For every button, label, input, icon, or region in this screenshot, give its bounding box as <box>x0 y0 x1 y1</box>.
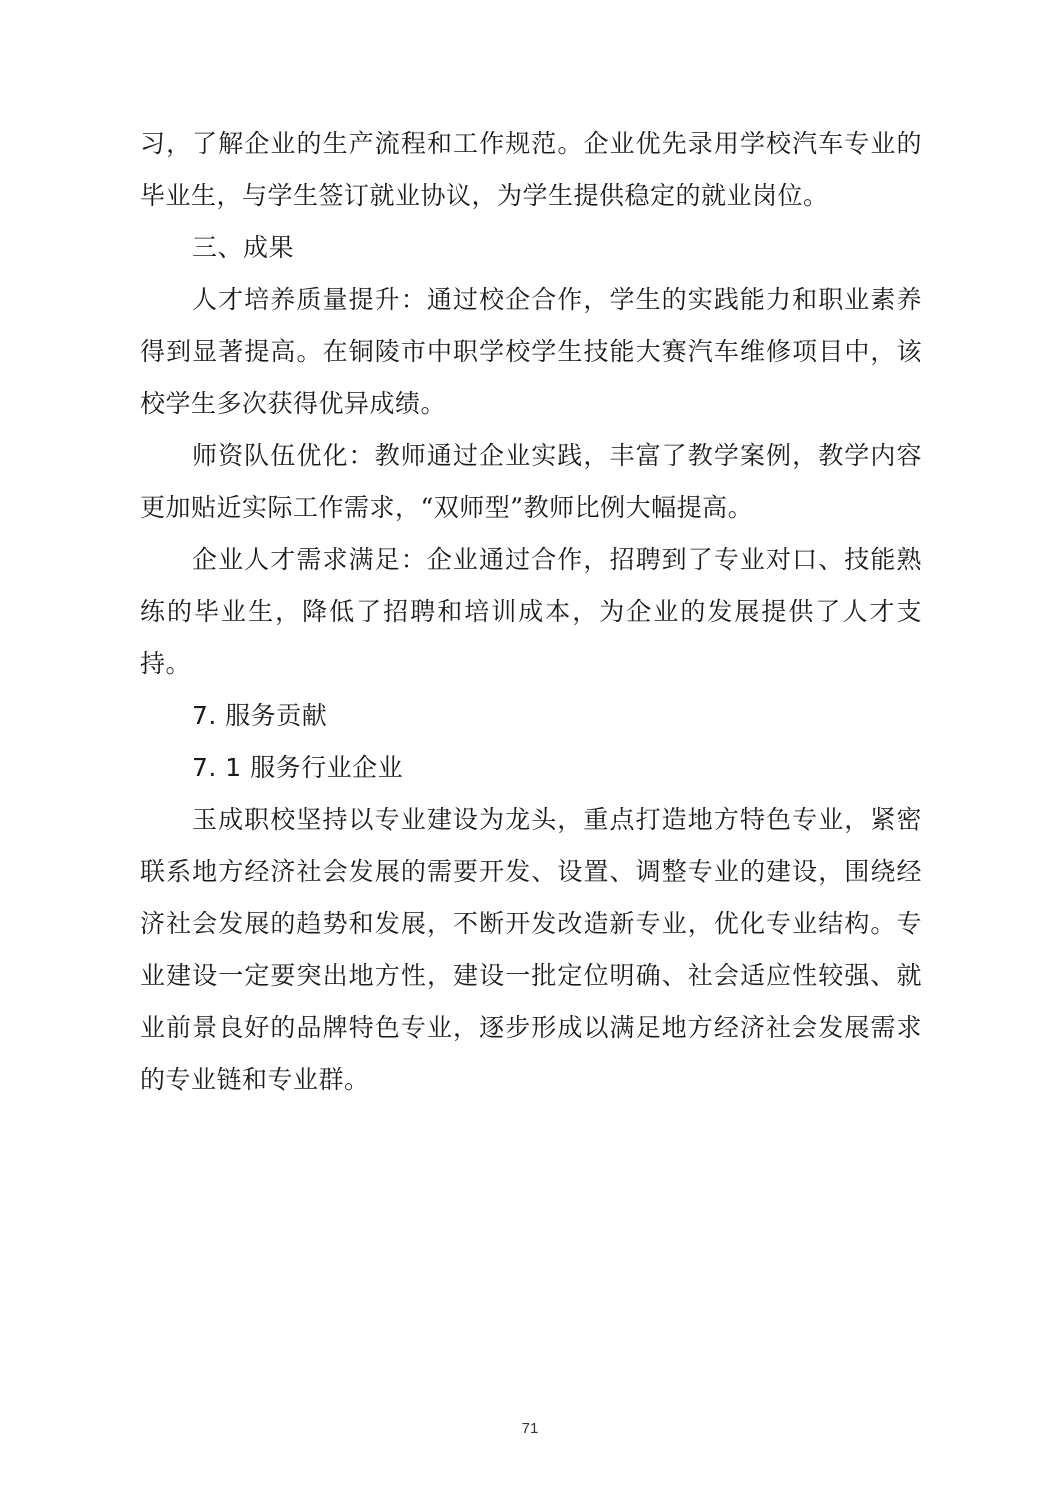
paragraph-talent-quality: 人才培养质量提升：通过校企合作，学生的实践能力和职业素养得到显著提高。在铜陵市中职学校学生技能大赛汽车维修项目中，该校学生多次获得优异成绩。 <box>140 285 922 418</box>
paragraph-service-industry: 玉成职校坚持以专业建设为龙头，重点打造地方特色专业，紧密联系地方经济社会发展的需要开发、设置、调整专业的建设，围绕经济社会发展的趋势和发展，不断开发改造新专业，优化专业结构。专业建设一定要突出地方性，建设一批定位明确、社会适应性较强、就业前景良好的品牌特色专业，逐步形成以满足地方经济社会发展需求的专业链和专业群。 <box>140 805 922 1094</box>
page-number: 71 <box>521 1420 539 1437</box>
paragraph-teacher-team: 师资队伍优化：教师通过企业实践，丰富了教学案例，教学内容更加贴近实际工作需求，“双师型”教师比例大幅提高。 <box>140 441 922 522</box>
heading-results: 三、成果 <box>192 233 295 262</box>
paragraph-enterprise-needs: 企业人才需求满足：企业通过合作，招聘到了专业对口、技能熟练的毕业生，降低了招聘和培训成本，为企业的发展提供了人才支持。 <box>140 545 922 678</box>
document-body <box>140 118 922 1106</box>
heading-service-contribution: 7. 服务贡献 <box>192 701 328 730</box>
paragraph-continued: 习，了解企业的生产流程和工作规范。企业优先录用学校汽车专业的毕业生，与学生签订就业协议，为学生提供稳定的就业岗位。 <box>140 129 922 210</box>
heading-service-industry: 7. 1 服务行业企业 <box>192 753 404 782</box>
